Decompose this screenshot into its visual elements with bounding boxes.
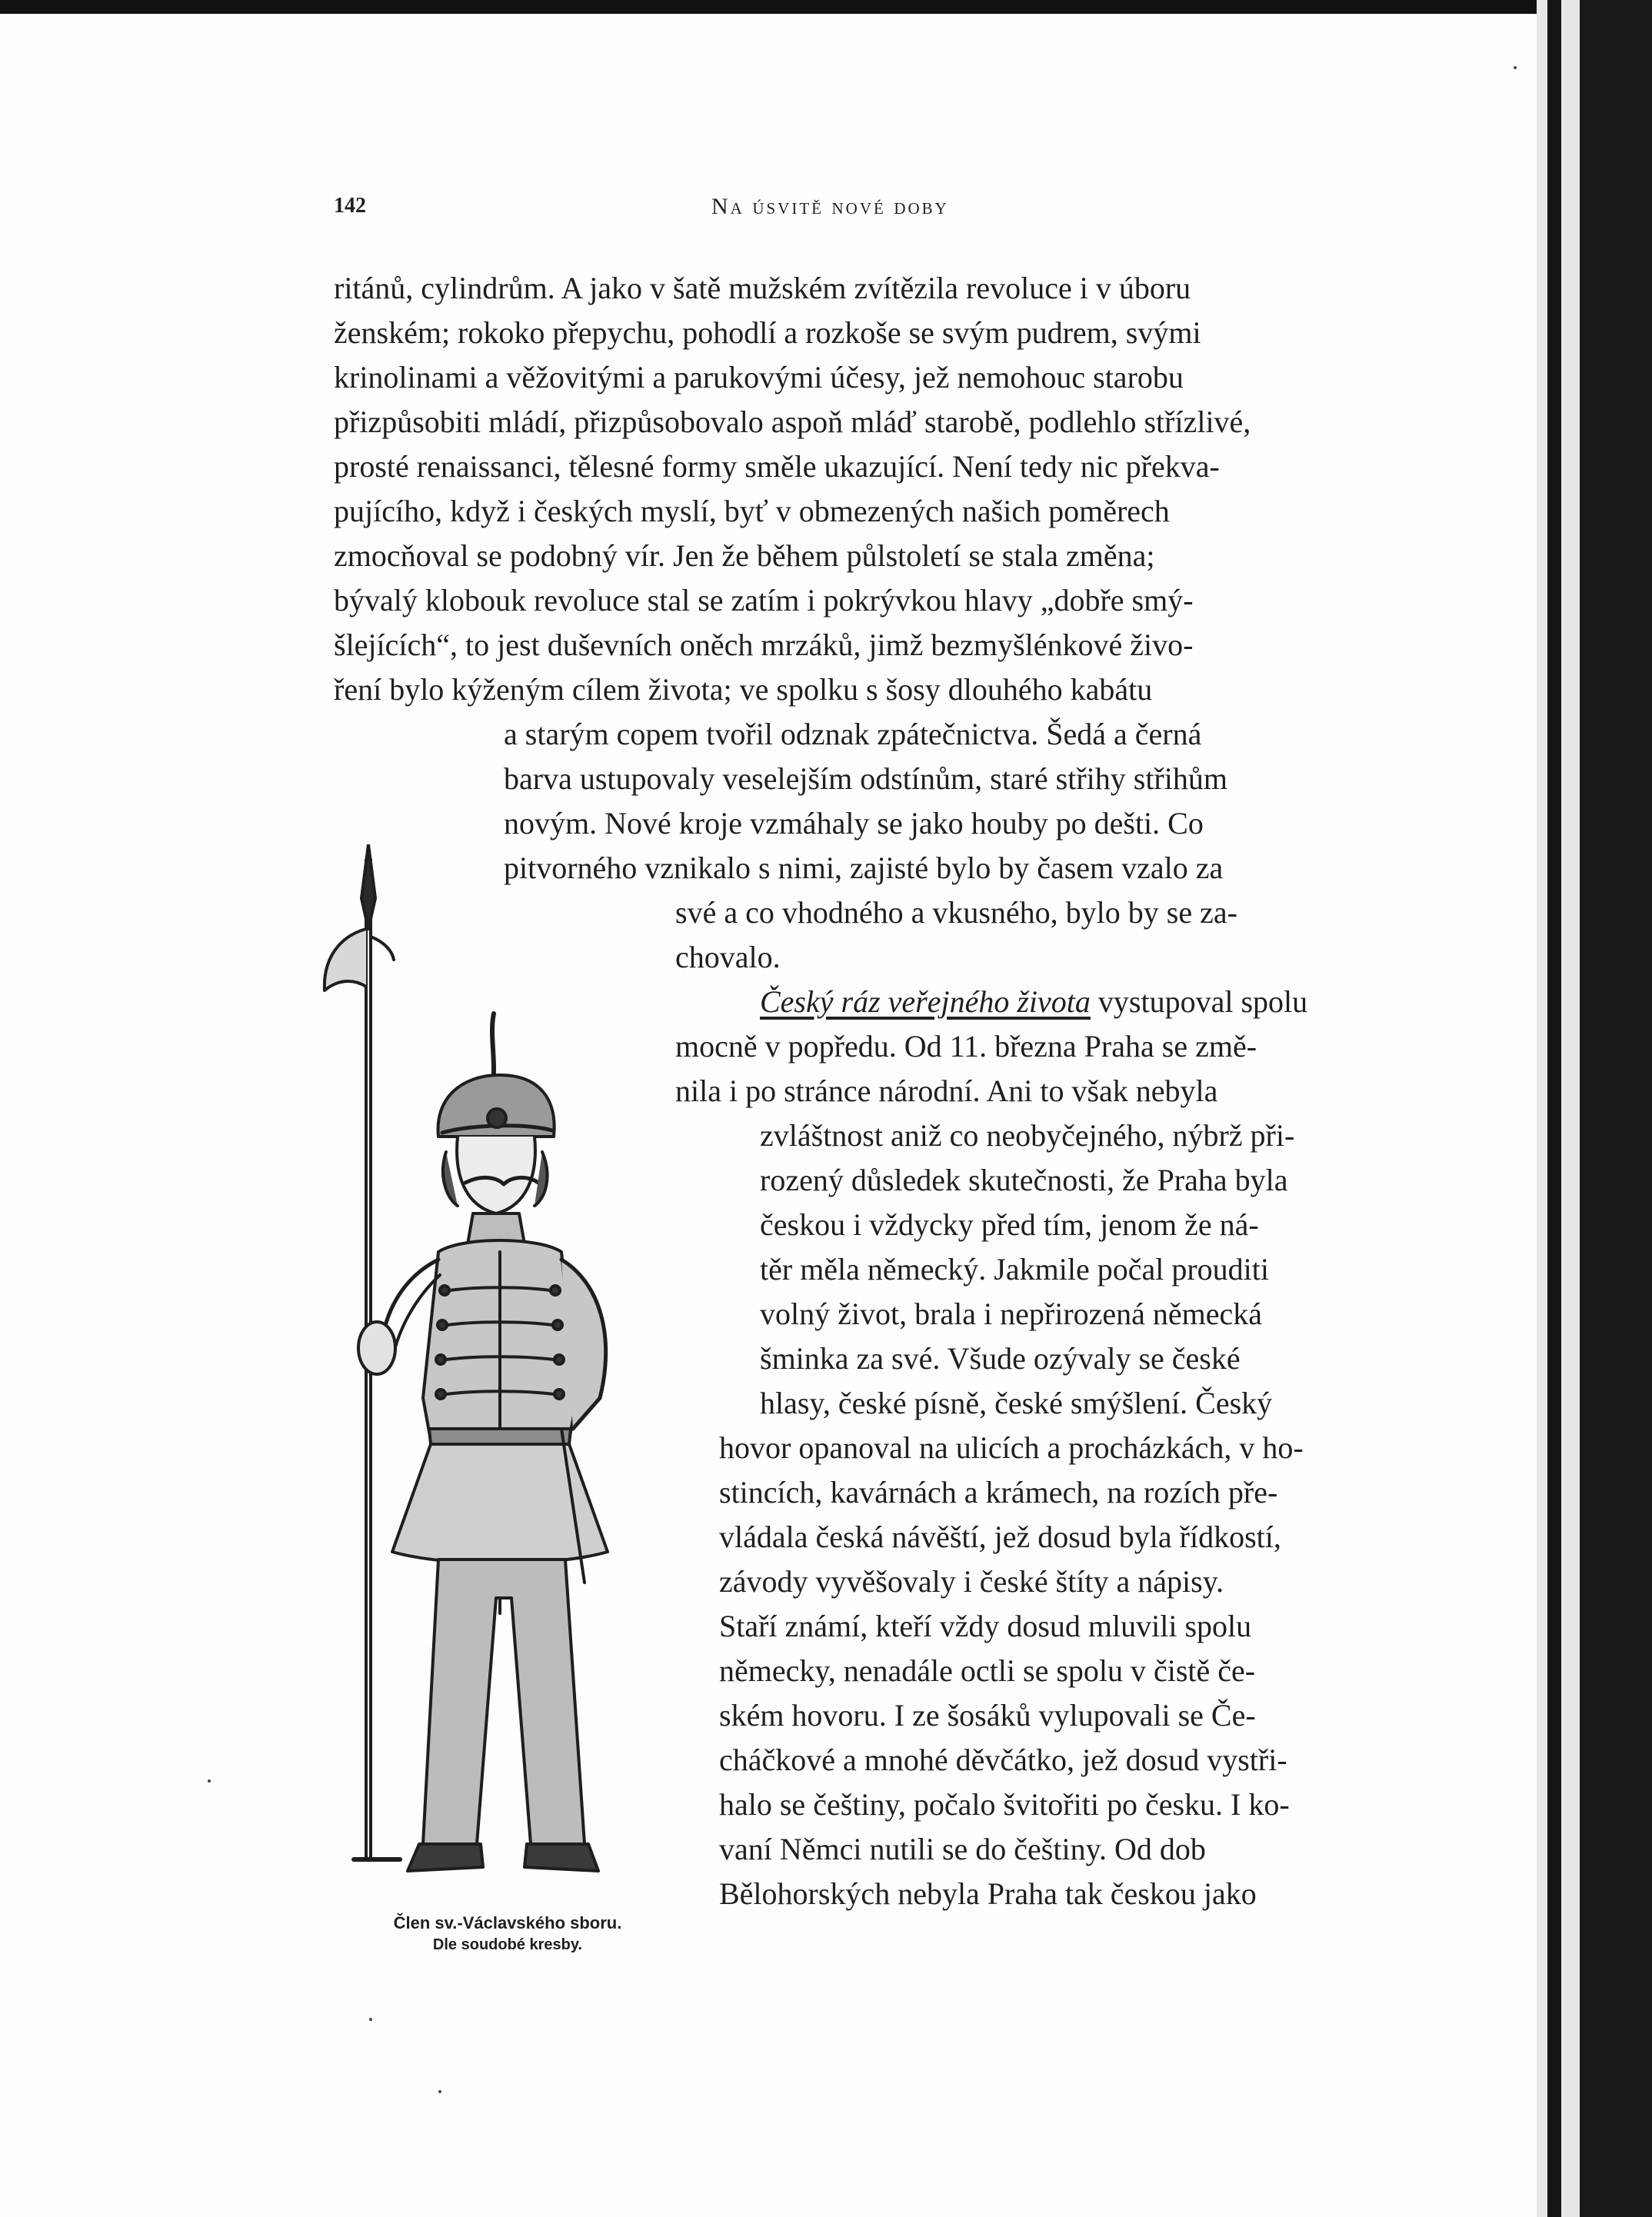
- text-line: ženském; rokoko přepychu, pohodlí a rozkoše se svým pudrem, svými: [334, 315, 1201, 350]
- text-line: pujícího, když i českých myslí, byť v obmezených našich poměrech: [334, 494, 1170, 528]
- text-line: stincích, kavárnách a krámech, na rozích pře-: [719, 1475, 1278, 1510]
- text-line: přizpůsobiti mládí, přizpůsobovalo aspoň mláď starobě, podlehlo střízlivé,: [334, 404, 1251, 439]
- text-line: nila i po stránce národní. Ani to však nebyla: [675, 1074, 1218, 1108]
- text-line: pitvorného vznikalo s nimi, zajisté bylo by časem vzalo za: [504, 851, 1224, 885]
- text-line: německy, nenadále octli se spolu v čistě če-: [719, 1653, 1256, 1688]
- text-line: vaní Němci nutili se do češtiny. Od dob: [719, 1832, 1206, 1866]
- text-line: barva ustupovaly veselejším odstínům, staré střihy střihům: [504, 761, 1227, 796]
- book-page: [0, 14, 1537, 2217]
- text-line: českou i vždycky před tím, jenom že ná-: [760, 1207, 1259, 1242]
- scan-speck: [208, 1779, 211, 1783]
- text-line: novým. Nové kroje vzmáhaly se jako houby po dešti. Co: [504, 806, 1204, 841]
- text-line: chovalo.: [675, 940, 781, 974]
- guard-with-halberd-drawing: [308, 844, 708, 1921]
- text-line: své a co vhodného a vkusného, bylo by se za-: [675, 895, 1237, 930]
- guard-illustration: [308, 844, 708, 1921]
- scan-speck: [438, 2090, 441, 2093]
- text-line-italic-lead: [760, 981, 1429, 1023]
- text-line: zmocňoval se podobný vír. Jen že během půlstoletí se stala změna;: [334, 538, 1155, 573]
- scan-speck: [369, 2018, 372, 2021]
- figure-caption-line1: Člen sv.-Václavského sboru.: [393, 1913, 622, 1932]
- text-line: šminka za své. Všude ozývaly se české: [760, 1341, 1241, 1376]
- text-line: zvláštnost aniž co neobyčejného, nýbrž při-: [760, 1118, 1295, 1153]
- scan-book-spine-edge: [1537, 0, 1652, 2217]
- text-line: hovor opanoval na ulicích a procházkách, v ho-: [719, 1430, 1304, 1465]
- text-line: volný život, brala i nepřirozená německá: [760, 1297, 1263, 1331]
- scan-speck: [1514, 66, 1517, 69]
- line-continuation: vystupoval spolu: [1090, 984, 1308, 1019]
- text-line: a starým copem tvořil odznak zpátečnictva. Šedá a černá: [504, 717, 1202, 751]
- text-line: bývalý klobouk revoluce stal se zatím i pokrývkou hlavy „dobře smý-: [334, 583, 1194, 617]
- text-line: šlejících“, to jest duševních oněch mrzáků, jimž bezmyšlénkové živo-: [334, 627, 1194, 662]
- text-line: mocně v popředu. Od 11. března Praha se změ-: [675, 1029, 1257, 1064]
- text-line: Bělohorských nebyla Praha tak českou jako: [719, 1876, 1257, 1911]
- text-line: závody vyvěšovaly i české štíty a nápisy.: [719, 1564, 1224, 1599]
- text-line: cháčkové a mnohé děvčátko, jež dosud vystři-: [719, 1743, 1287, 1777]
- text-line: těr měla německý. Jakmile počal prouditi: [760, 1252, 1269, 1287]
- text-line: halo se češtiny, počalo švitořiti po česku. I ko-: [719, 1787, 1290, 1822]
- text-line: rozený důsledek skutečnosti, že Praha byla: [760, 1163, 1288, 1197]
- text-line: ském hovoru. I ze šosáků vylupovali se Če-: [719, 1698, 1256, 1733]
- text-line: krinolinami a věžovitými a parukovými účesy, jež nemohouc starobu: [334, 360, 1184, 394]
- text-line: Staří známí, kteří vždy dosud mluvili spolu: [719, 1609, 1252, 1643]
- text-line: ření bylo kýženým cílem života; ve spolku s šosy dlouhého kabátu: [334, 672, 1153, 707]
- figure-caption-line2: Dle soudobé kresby.: [432, 1936, 583, 1953]
- italic-phrase: Český ráz veřejného života: [760, 984, 1091, 1019]
- text-line: ritánů, cylindrům. A jako v šatě mužském zvítězila revoluce i v úboru: [334, 271, 1191, 305]
- text-line: hlasy, české písně, české smýšlení. Český: [760, 1386, 1273, 1420]
- running-title: Na úsvitě nové doby: [711, 194, 949, 219]
- scan-top-edge: [0, 0, 1652, 14]
- text-line: prosté renaissanci, tělesné formy směle ukazující. Není tedy nic překva-: [334, 449, 1220, 484]
- text-line: vládala česká návěští, jež dosud byla řídkostí,: [719, 1520, 1281, 1554]
- page-number: 142: [334, 194, 366, 218]
